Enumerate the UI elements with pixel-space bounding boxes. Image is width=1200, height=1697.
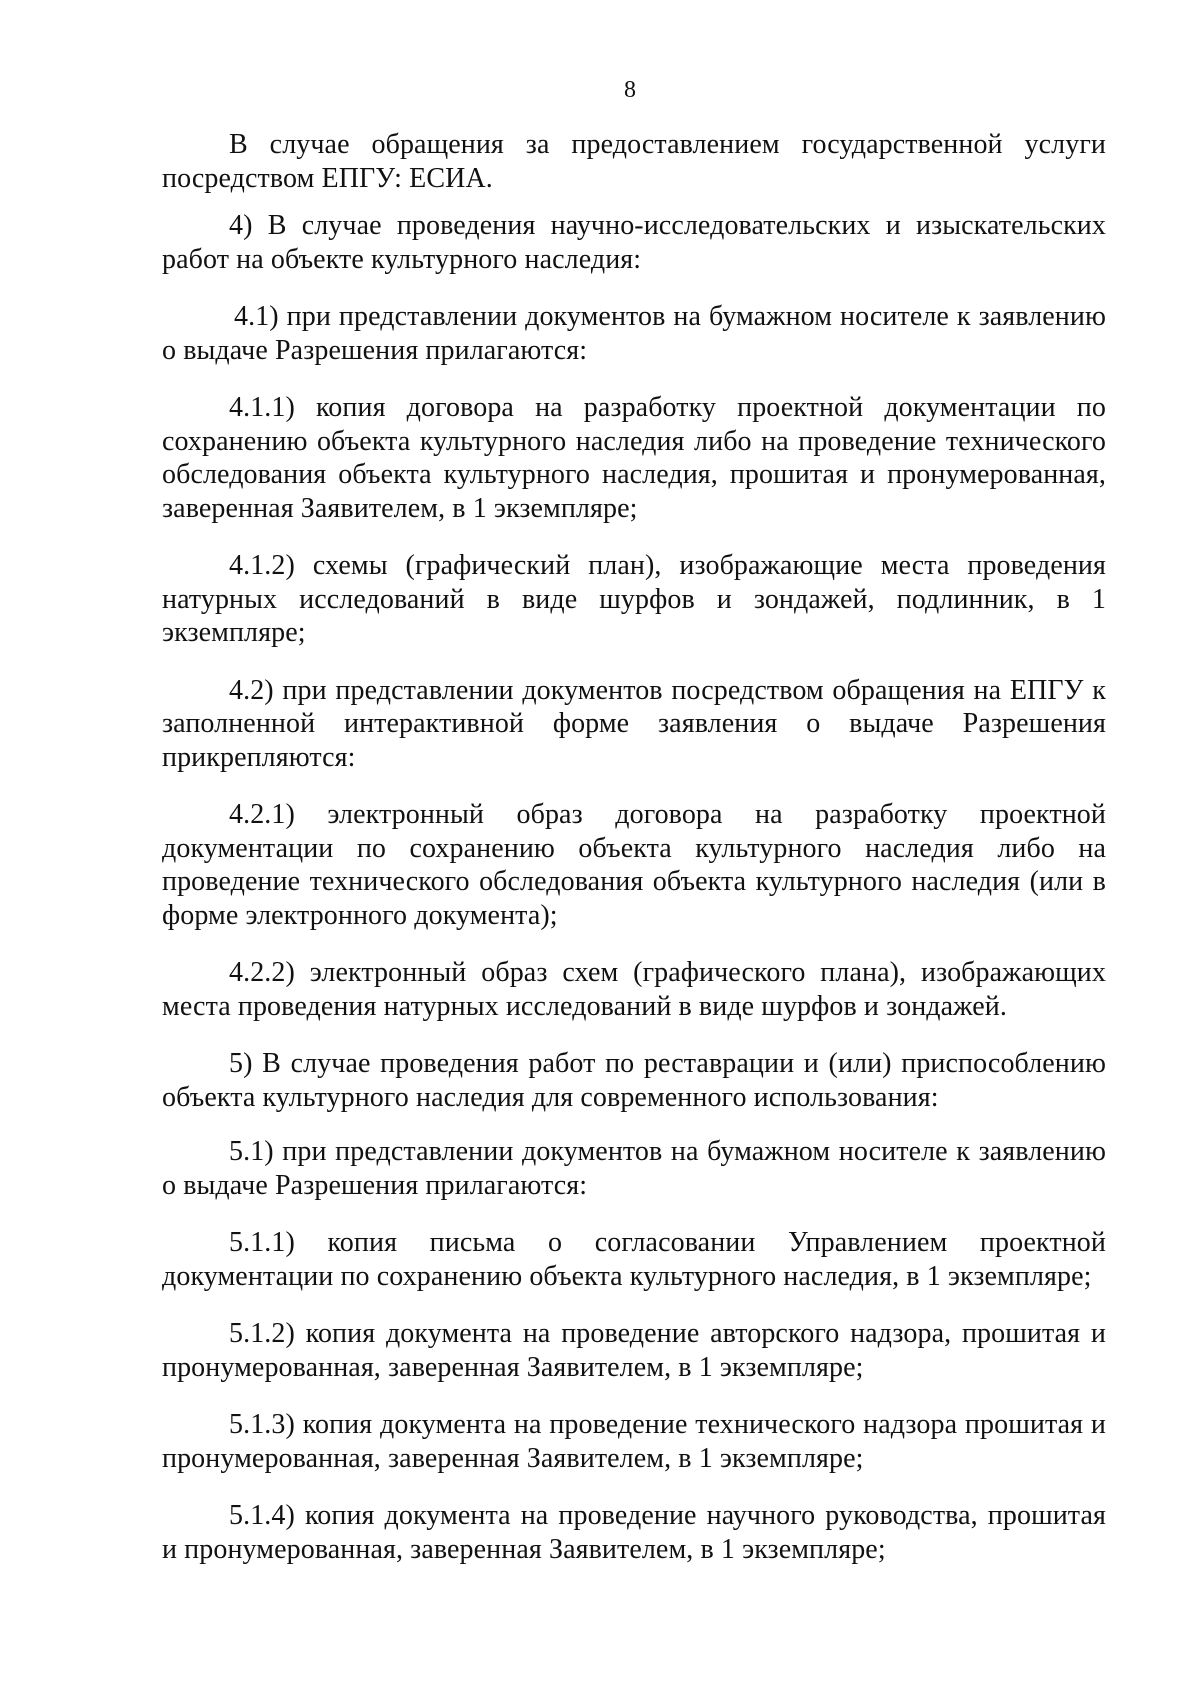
paragraph-4-1-2: 4.1.2) схемы (графический план), изображающие места проведения натурных исследований в виде шурфов и зондажей, подлинник, в 1 экземпляре; (162, 550, 1106, 648)
paragraph-section-4: 4) В случае проведения научно-исследовательских и изыскательских работ на объекте культурного наследия: (162, 210, 1106, 275)
paragraph-5-1-3: 5.1.3) копия документа на проведение технического надзора прошитая и пронумерованная, заверенная Заявителем, в 1 экземпляре; (162, 1409, 1106, 1474)
paragraph-epgu-esia: В случае обращения за предоставлением государственной услуги посредством ЕПГУ: ЕСИА. (162, 129, 1106, 194)
paragraph-4-1-1: 4.1.1) копия договора на разработку проектной документации по сохранению объекта культурного наследия либо на проведение технического обследования объекта культурного наследия, прошитая и пронумерованная, заверенная Заявителем, в 1 экземпляре; (162, 392, 1106, 524)
paragraph-4-2: 4.2) при представлении документов посредством обращения на ЕПГУ к заполненной интерактивной форме заявления о выдаче Разрешения прикрепляются: (162, 674, 1106, 773)
paragraph-section-5: 5) В случае проведения работ по реставрации и (или) приспособлению объекта культурного наследия для современного использования: (162, 1048, 1106, 1113)
paragraph-4-2-1: 4.2.1) электронный образ договора на разработку проектной документации по сохранению объекта культурного наследия либо на проведение технического обследования объекта культурного наследия (или в форме электронного документа); (162, 799, 1106, 931)
paragraph-4-2-2: 4.2.2) электронный образ схем (графического плана), изображающих места проведения натурных исследований в виде шурфов и зондажей. (162, 957, 1106, 1022)
page-number: 8 (624, 77, 636, 103)
paragraph-5-1-2: 5.1.2) копия документа на проведение авторского надзора, прошитая и пронумерованная, заверенная Заявителем, в 1 экземпляре; (162, 1318, 1106, 1383)
paragraph-5-1: 5.1) при представлении документов на бумажном носителе к заявлению о выдаче Разрешения прилагаются: (162, 1136, 1106, 1201)
paragraph-4-1: 4.1) при представлении документов на бумажном носителе к заявлению о выдаче Разрешения прилагаются: (162, 301, 1106, 366)
paragraph-5-1-4: 5.1.4) копия документа на проведение научного руководства, прошитая и пронумерованная, заверенная Заявителем, в 1 экземпляре; (162, 1500, 1106, 1565)
document-body (162, 128, 1106, 1566)
paragraph-5-1-1: 5.1.1) копия письма о согласовании Управлением проектной документации по сохранению объекта культурного наследия, в 1 экземпляре; (162, 1227, 1106, 1292)
